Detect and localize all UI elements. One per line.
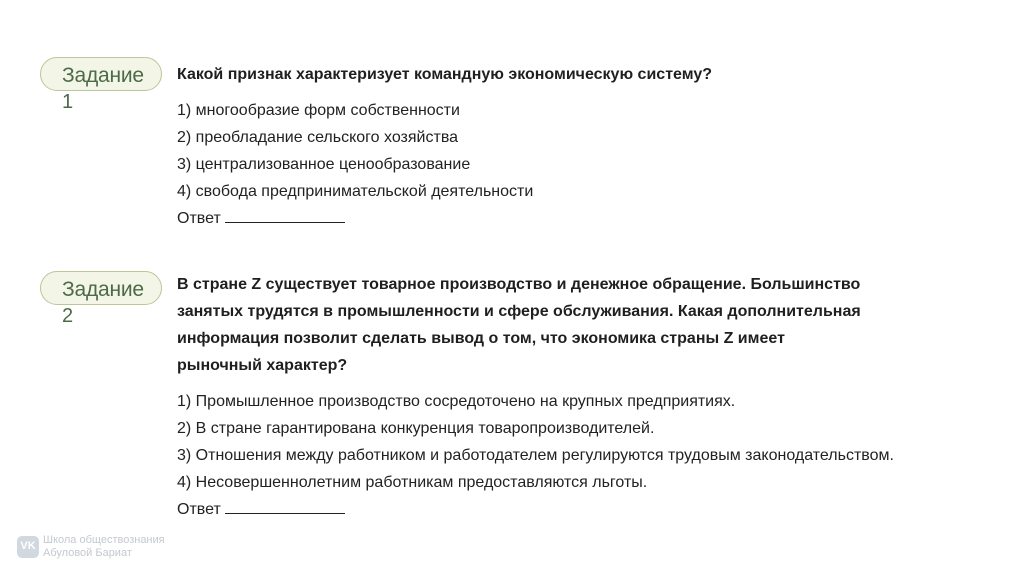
question-line-2: занятых трудятся в промышленности и сфере обслуживания. Какая дополнительная xyxy=(177,303,861,320)
option-4: 4) Несовершеннолетним работникам предоставляются льготы. xyxy=(177,474,648,491)
option-1: 1) Промышленное производство сосредоточено на крупных предприятиях. xyxy=(177,393,736,410)
task-content xyxy=(177,271,977,523)
question-text xyxy=(177,271,977,379)
option-2: 2) преобладание сельского хозяйства xyxy=(177,129,459,146)
vk-icon xyxy=(17,536,39,558)
options-list xyxy=(177,97,977,205)
question-text: Какой признак характеризует командную экономическую систему? xyxy=(177,66,713,83)
answer-label: Ответ xyxy=(177,501,221,518)
option-3: 3) Отношения между работником и работодателем регулируются трудовым законодательством. xyxy=(177,447,894,464)
vk-icon-text: VK xyxy=(20,540,36,552)
answer-label: Ответ xyxy=(177,210,221,227)
answer-row xyxy=(177,205,977,232)
task-badge-number: 2 xyxy=(62,305,74,327)
question-line-4: рыночный характер? xyxy=(177,357,348,374)
task-badge-label: Задание xyxy=(62,278,144,301)
question-line-3: информация позволит сделать вывод о том, что экономика страны Z имеет xyxy=(177,330,785,347)
footer-line-2: Абуловой Бариат xyxy=(43,547,132,559)
task-badge-number: 1 xyxy=(62,91,74,113)
answer-row xyxy=(177,496,977,523)
options-list xyxy=(177,388,977,496)
question-line-1: В стране Z существует товарное производство и денежное обращение. Большинство xyxy=(177,276,861,293)
option-3: 3) централизованное ценообразование xyxy=(177,156,471,173)
answer-blank-line xyxy=(225,208,345,223)
option-4: 4) свобода предпринимательской деятельности xyxy=(177,183,534,200)
task-content xyxy=(177,57,977,232)
task-badge-label: Задание xyxy=(62,64,144,87)
footer-text xyxy=(43,534,165,560)
answer-blank-line xyxy=(225,499,345,514)
option-1: 1) многообразие форм собственности xyxy=(177,102,460,119)
option-2: 2) В стране гарантирована конкуренция товаропроизводителей. xyxy=(177,420,655,437)
footer-line-1: Школа обществознания xyxy=(43,534,165,546)
